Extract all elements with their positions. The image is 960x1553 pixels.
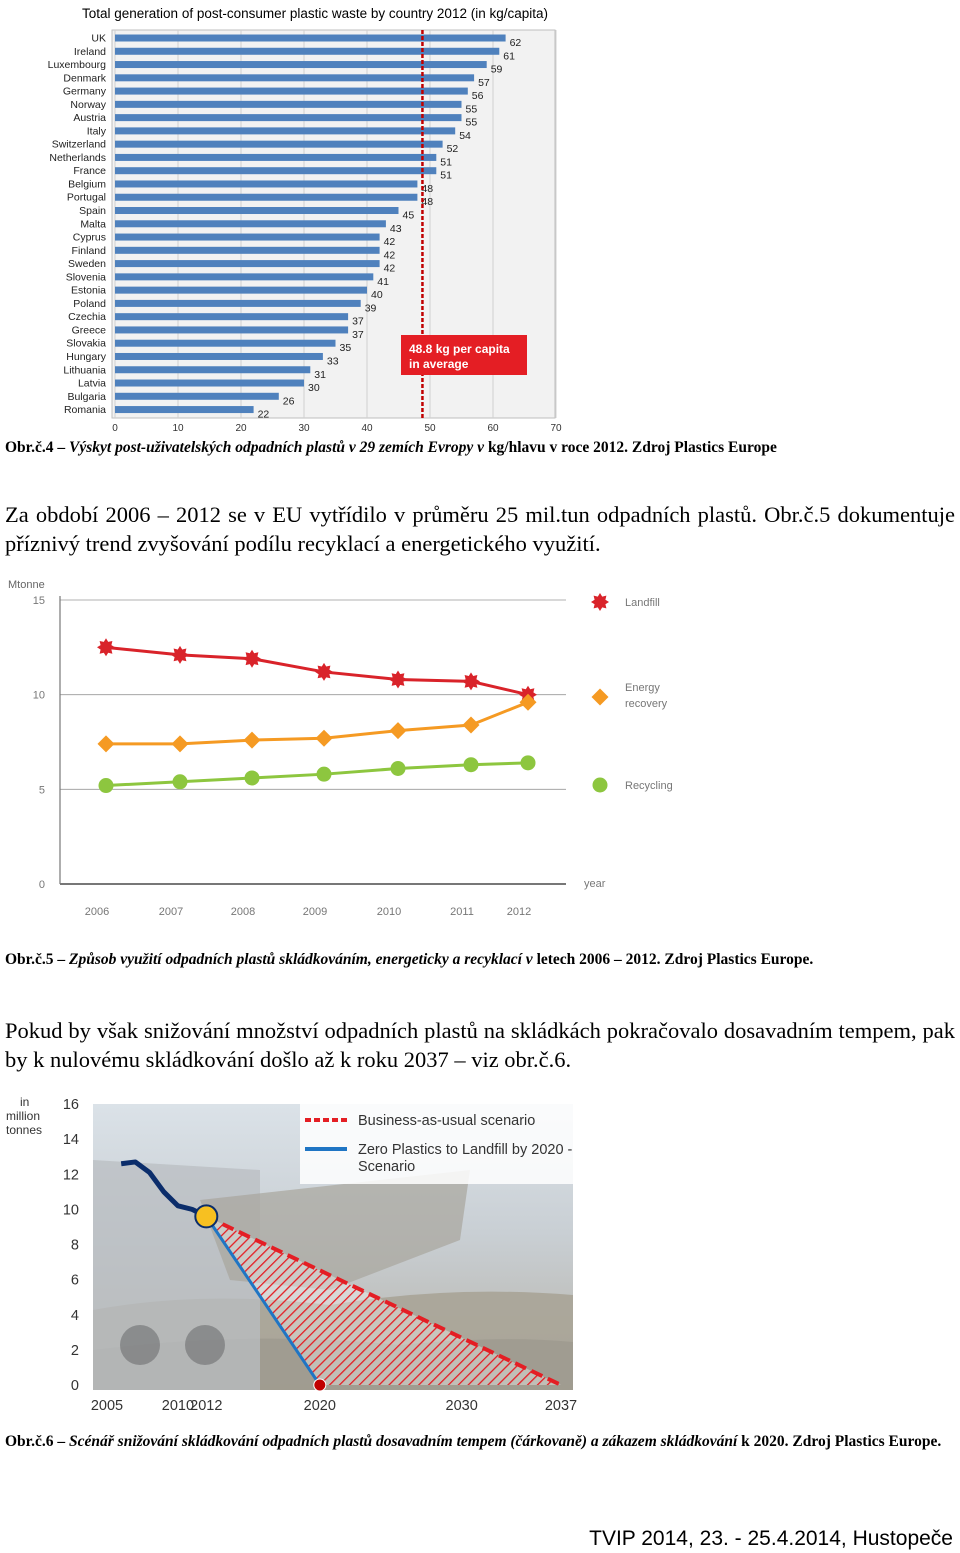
bar-category-label: Switzerland xyxy=(51,138,106,151)
y-unit-label: Mtonne xyxy=(8,579,45,591)
bar-value-label: 52 xyxy=(446,143,459,156)
bar-value-label: 37 xyxy=(352,328,364,341)
plastic-waste-per-capita-bar-chart xyxy=(0,0,600,436)
bar-category-label: Romania xyxy=(63,404,106,417)
legend-landfill-label: Landfill xyxy=(625,597,660,609)
line-chart-y-tick-label: 0 xyxy=(38,879,45,891)
y-unit-line2: million xyxy=(6,1109,41,1123)
bar-value-label: 59 xyxy=(490,63,503,76)
scenario-y-tick-label: 4 xyxy=(70,1307,79,1324)
line-chart-x-tick-label: 2012 xyxy=(506,906,532,918)
bar-value-label: 61 xyxy=(503,50,515,63)
recycling-marker xyxy=(99,778,114,793)
bar-value-label: 42 xyxy=(383,236,396,249)
energy-recovery-marker xyxy=(244,732,261,749)
bar-x-tick-label: 30 xyxy=(298,423,310,434)
bar-category-label: Italy xyxy=(86,125,106,138)
line-chart-axes xyxy=(33,595,566,918)
average-annotation xyxy=(401,335,527,375)
caption-4-rest: kg/hlavu v roce 2012. Zdroj Plastics Europe xyxy=(487,439,777,456)
bar xyxy=(115,35,506,42)
bar-category-label: Spain xyxy=(79,205,106,218)
legend-landfill-marker xyxy=(591,593,609,611)
line-chart-x-tick-label: 2006 xyxy=(84,906,110,918)
bar xyxy=(115,61,487,68)
bar-category-label: Bulgaria xyxy=(67,390,106,403)
scenario-y-tick-label: 8 xyxy=(70,1237,79,1254)
caption-6-italic: Scénář snižování skládkování odpadních plastů dosavadním tempem (čárkovaně) a zákazem skládkování xyxy=(69,1433,742,1450)
bar xyxy=(115,167,436,174)
bar-category-label: Sweden xyxy=(68,258,106,271)
recycling-marker xyxy=(245,770,260,785)
figure-6-caption xyxy=(5,1432,957,1451)
scenario-y-tick-label: 14 xyxy=(62,1132,79,1149)
caption-6-rest: k 2020. Zdroj Plastics Europe. xyxy=(741,1433,942,1450)
line-chart-y-tick-label: 15 xyxy=(32,595,45,607)
bar xyxy=(115,247,380,254)
caption-5-italic: Způsob využití odpadních plastů skládkováním, energeticky a recyklací v xyxy=(69,951,537,968)
energy-recovery-marker xyxy=(172,735,189,752)
legend-recycling-marker xyxy=(593,778,608,793)
bar xyxy=(115,353,323,360)
scenario-x-tick-label: 2005 xyxy=(90,1398,124,1414)
scenario-x-tick-label: 2030 xyxy=(445,1398,478,1414)
bar-value-label: 62 xyxy=(509,37,522,49)
bar-category-label: Slovenia xyxy=(65,271,106,284)
bar xyxy=(115,114,462,121)
bar-value-label: 42 xyxy=(383,249,396,262)
figure-5-caption xyxy=(5,950,957,969)
bar-value-label: 41 xyxy=(377,275,389,288)
line-chart-y-tick-label: 5 xyxy=(38,784,45,797)
bar-value-label: 35 xyxy=(339,342,352,355)
scenario-y-tick-label: 0 xyxy=(70,1378,79,1394)
line-chart-series xyxy=(97,638,537,793)
bar-category-label: Lithuania xyxy=(63,364,106,377)
average-label-line2: in average xyxy=(409,357,469,371)
bar xyxy=(115,207,399,214)
bar-value-label: 26 xyxy=(282,395,295,408)
scenario-legend-label: Zero Plastics to Landfill by 2020 - xyxy=(358,1142,573,1158)
y-unit-label xyxy=(6,1095,42,1137)
bar-category-label: Malta xyxy=(80,218,106,231)
bar-category-label: Luxembourg xyxy=(47,59,106,72)
line-chart-x-tick-label: 2011 xyxy=(450,906,474,918)
scenario-y-tick-label: 12 xyxy=(62,1167,79,1184)
paragraph-2: Pokud by však snižování množství odpadních plastů na skládkách pokračovalo dosavadním tempem, pak by k nulovému skládkování došlo až k roku 2037 – viz obr.č.6. xyxy=(5,1018,955,1072)
bar-value-label: 55 xyxy=(465,116,478,129)
bar-x-tick-label: 10 xyxy=(172,423,184,434)
bar-category-label: Cyprus xyxy=(72,231,106,244)
bar-value-label: 30 xyxy=(308,382,320,395)
bar xyxy=(115,326,348,333)
figure-4-caption xyxy=(5,438,957,457)
scenario-y-tick-label: 6 xyxy=(70,1272,79,1289)
bar xyxy=(115,287,367,294)
bar-category-label: Latvia xyxy=(77,377,106,390)
landfill-marker xyxy=(97,638,115,656)
landfill-marker xyxy=(243,650,261,668)
bar xyxy=(115,48,499,55)
bar xyxy=(115,393,279,400)
energy-recovery-marker xyxy=(390,722,407,739)
bar-value-label: 39 xyxy=(364,302,377,315)
bar-value-label: 37 xyxy=(352,315,364,328)
bar xyxy=(115,141,443,148)
bar-category-label: Belgium xyxy=(68,178,106,191)
bar xyxy=(115,366,310,373)
scenario-x-tick-label: 2020 xyxy=(303,1398,336,1414)
waste-treatment-line-chart xyxy=(0,575,720,925)
bar-value-label: 57 xyxy=(478,76,490,89)
scenario-y-tick-label: 16 xyxy=(62,1097,79,1113)
line-chart-x-tick-label: 2007 xyxy=(158,906,184,918)
legend-energy-recovery-marker xyxy=(592,689,609,706)
bar-value-label: 48 xyxy=(421,196,434,209)
line-chart-y-tick-label: 10 xyxy=(32,689,45,702)
bar-category-label: Estonia xyxy=(70,284,106,297)
scenario-x-tick-label: 2012 xyxy=(190,1398,223,1414)
bar xyxy=(115,220,386,227)
legend-recycling-label: Recycling xyxy=(625,780,673,792)
energy-recovery-marker xyxy=(98,735,115,752)
caption-5-rest: letech 2006 – 2012. Zdroj Plastics Europe. xyxy=(536,951,814,968)
bar-x-tick-label: 60 xyxy=(487,423,499,434)
bar-x-tick-label: 20 xyxy=(235,423,247,434)
scenario-y-tick-label: 2 xyxy=(70,1342,79,1359)
caption-4-label: Obr.č.4 – xyxy=(5,439,70,456)
y-unit-line1: in xyxy=(20,1095,30,1109)
caption-4-italic: Výskyt post-uživatelských odpadních plastů v 29 zemích Evropy v xyxy=(69,439,488,456)
bar xyxy=(115,406,254,413)
bar-value-label: 43 xyxy=(389,222,402,235)
landfill-marker xyxy=(389,671,407,689)
bar-x-tick-label: 40 xyxy=(361,423,373,434)
footer-conference: TVIP 2014, 23. - 25.4.2014, Hustopeče xyxy=(589,1527,953,1550)
bar-category-label: Denmark xyxy=(63,72,106,85)
bar-value-label: 40 xyxy=(371,289,383,302)
bar-category-label: Poland xyxy=(73,297,106,310)
caption-5-label: Obr.č.5 – xyxy=(5,951,70,968)
bar-value-label: 45 xyxy=(402,209,415,222)
bar-chart-title: Total generation of post-consumer plastic waste by country 2012 (in kg/capita) xyxy=(82,6,548,21)
bar-category-label: Greece xyxy=(71,324,106,337)
line-chart-legend xyxy=(591,593,673,793)
scenario-start-marker xyxy=(195,1205,217,1227)
bar xyxy=(115,340,336,347)
bar xyxy=(115,380,304,387)
bar-category-label: Portugal xyxy=(66,191,106,204)
scenario-legend-label: Business-as-usual scenario xyxy=(358,1113,536,1129)
scenario-y-tick-label: 10 xyxy=(62,1202,79,1219)
bar-category-label: Austria xyxy=(73,112,106,125)
landfill-scenario-chart xyxy=(0,1090,600,1425)
bar-category-label: Hungary xyxy=(66,350,106,363)
bar xyxy=(115,127,455,134)
landfill-marker xyxy=(171,646,189,664)
average-label-line1: 48.8 kg per capita xyxy=(409,342,510,356)
bar xyxy=(115,88,468,95)
bar xyxy=(115,74,474,81)
bar-category-label: Ireland xyxy=(73,45,106,58)
bar xyxy=(115,313,348,320)
bar-value-label: 22 xyxy=(257,408,270,421)
line-chart-x-tick-label: 2009 xyxy=(302,906,328,918)
bar-value-label: 48 xyxy=(421,182,434,195)
bar xyxy=(115,234,380,241)
scenario-x-tick-label: 2010 xyxy=(161,1398,195,1414)
caption-6-label: Obr.č.6 – xyxy=(5,1433,70,1450)
bar-value-label: 55 xyxy=(465,103,478,116)
x-axis-label: year xyxy=(584,878,606,890)
recycling-marker xyxy=(521,755,536,770)
recycling-marker xyxy=(173,774,188,789)
scenario-x-tick-label: 2037 xyxy=(544,1398,578,1414)
zero-landfill-2020-marker xyxy=(314,1379,326,1391)
bar-x-tick-label: 50 xyxy=(424,423,436,434)
line-chart-gridlines xyxy=(60,600,566,789)
bar xyxy=(115,300,361,307)
bar-value-label: 51 xyxy=(440,169,452,182)
bar-category-label: France xyxy=(73,165,106,178)
bar-category-label: Germany xyxy=(62,85,106,98)
bar-category-label: Norway xyxy=(70,98,106,111)
bar-value-label: 42 xyxy=(383,262,396,275)
bar-category-label: Czechia xyxy=(68,311,106,324)
legend-energy-recovery-label-line2: recovery xyxy=(625,698,668,710)
energy-recovery-marker xyxy=(463,716,480,733)
legend-energy-recovery-label-line1: Energy xyxy=(625,682,660,694)
bar xyxy=(115,260,380,267)
bar xyxy=(115,194,417,201)
bar-value-label: 56 xyxy=(471,90,484,103)
bar-value-label: 54 xyxy=(459,129,471,142)
recycling-marker xyxy=(391,761,406,776)
line-chart-x-tick-label: 2008 xyxy=(230,906,256,918)
bar-value-label: 31 xyxy=(314,368,326,381)
scenario-legend-label: Scenario xyxy=(358,1159,416,1175)
bar xyxy=(115,154,436,161)
bar xyxy=(115,101,462,108)
bar-x-tick-label: 0 xyxy=(112,423,118,434)
paragraph-1: Za období 2006 – 2012 se v EU vytřídilo v průměru 25 mil.tun odpadních plastů. Obr.č.5 dokumentuje příznivý trend zvyšování podílu recyklací a energetického využití. xyxy=(5,502,955,556)
recycling-marker xyxy=(317,767,332,782)
landfill-marker xyxy=(462,672,480,690)
line-chart-x-tick-label: 2010 xyxy=(376,906,402,918)
bar xyxy=(115,180,417,187)
y-unit-line3: tonnes xyxy=(6,1123,43,1137)
bar-category-label: Finland xyxy=(71,244,106,257)
bar-category-label: Slovakia xyxy=(66,337,106,350)
bar-category-label: Netherlands xyxy=(49,151,106,164)
bar-value-label: 33 xyxy=(326,355,339,368)
bar-category-label: UK xyxy=(91,32,106,45)
landfill-marker xyxy=(315,663,333,681)
bar-value-label: 51 xyxy=(440,156,452,169)
bar-x-tick-label: 70 xyxy=(550,423,562,434)
recycling-marker xyxy=(464,757,479,772)
bar xyxy=(115,273,373,280)
energy-recovery-marker xyxy=(316,730,333,747)
